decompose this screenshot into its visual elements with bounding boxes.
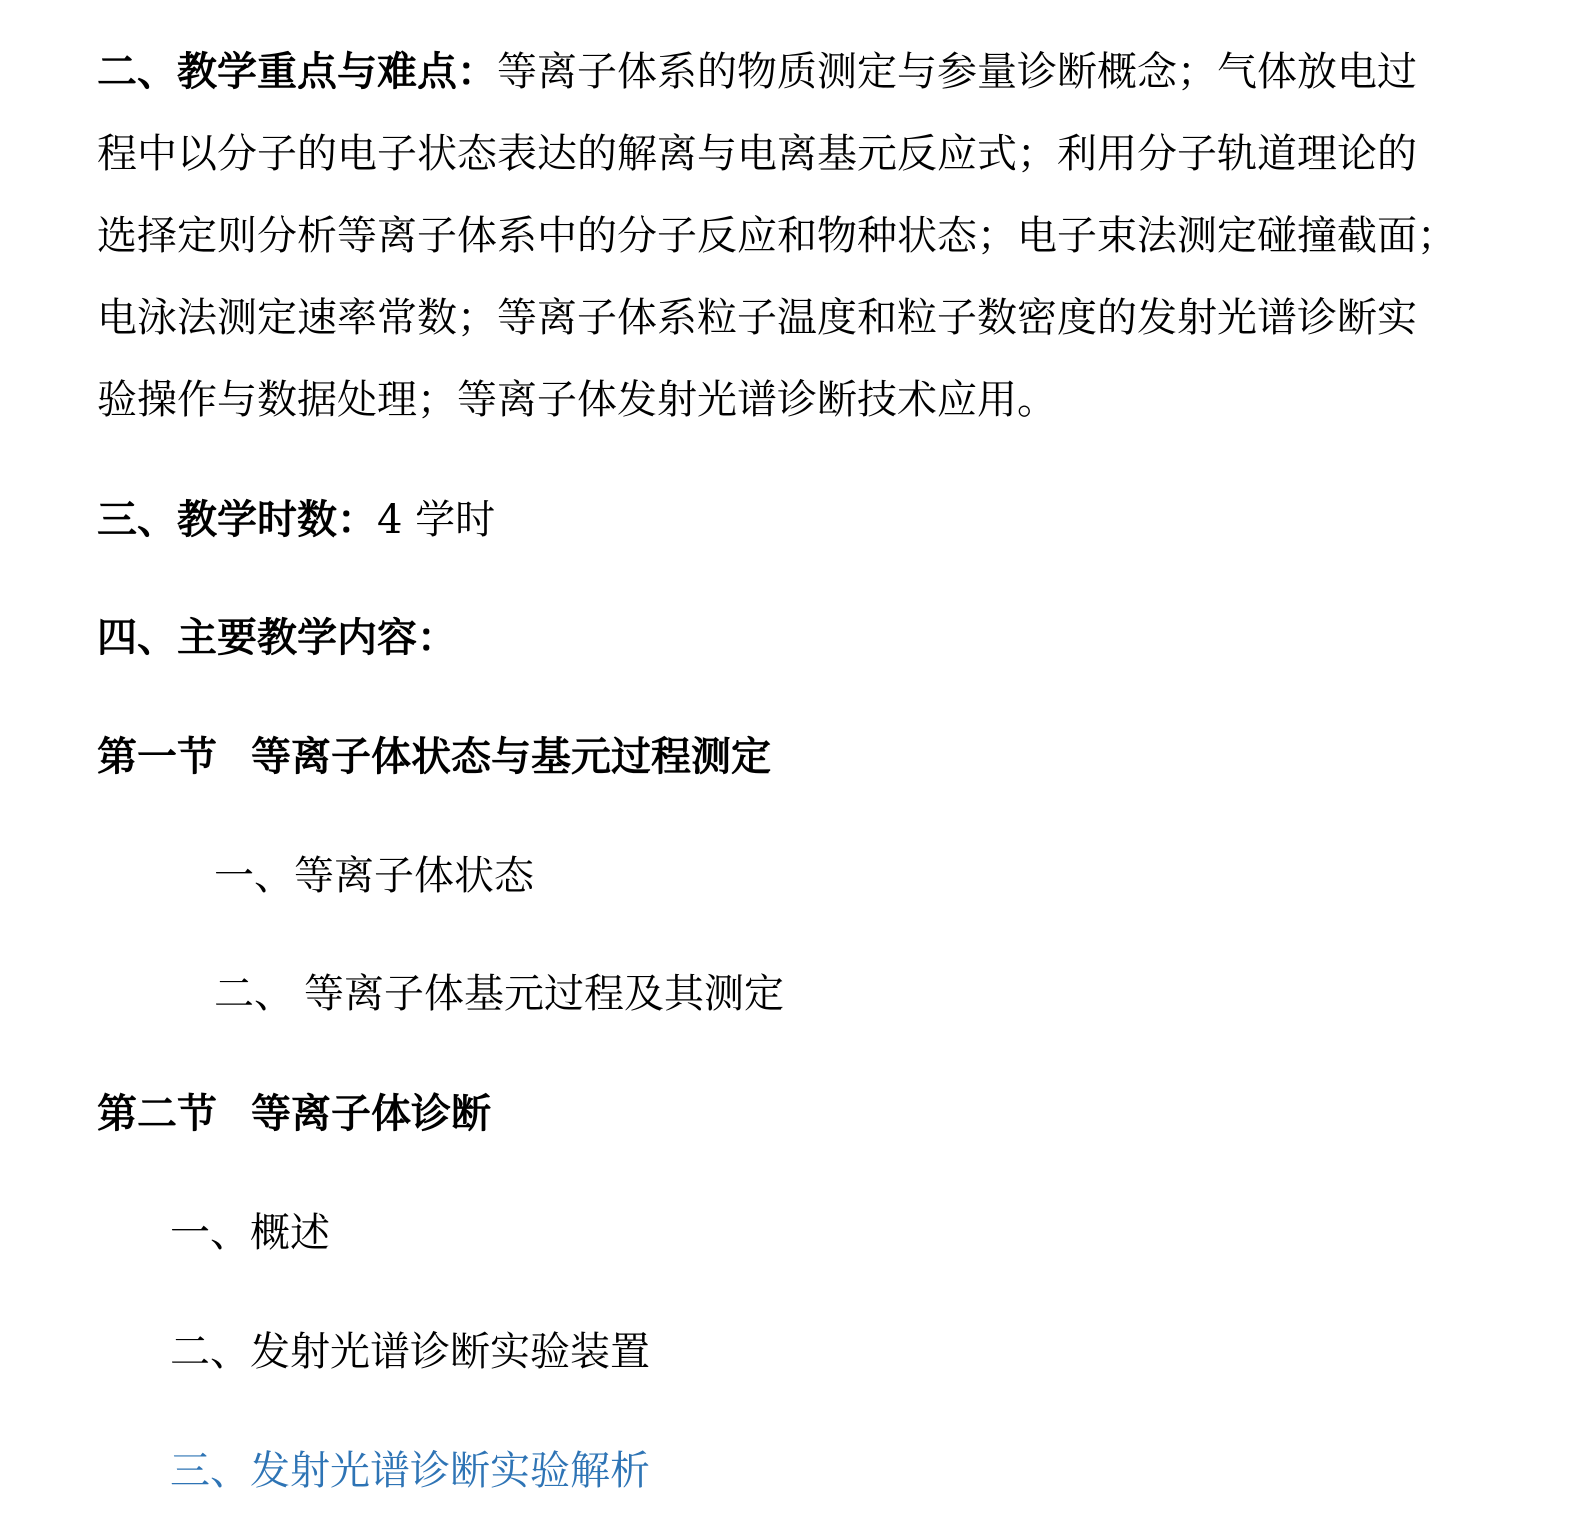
main-content-heading: 四、主要教学内容： <box>97 615 457 661</box>
section-2-label: 第二节 <box>97 1091 217 1137</box>
section-1-heading <box>97 733 771 781</box>
key-points-heading: 二、教学重点与难点： <box>97 49 497 95</box>
section-1-title: 等离子体状态与基元过程测定 <box>251 734 771 780</box>
key-points-text-1: 等离子体系的物质测定与参量诊断概念；气体放电过 <box>497 49 1417 95</box>
teaching-hours <box>97 496 495 544</box>
key-points-line-1 <box>97 48 1417 96</box>
section-2-title: 等离子体诊断 <box>251 1091 491 1137</box>
teaching-hours-heading: 三、教学时数： <box>97 497 377 543</box>
item-text: 等离子体状态 <box>294 853 534 899</box>
item-number: 二、 <box>170 1329 250 1375</box>
section-2-item <box>170 1328 650 1376</box>
item-number: 三、 <box>170 1448 250 1494</box>
section-1-item <box>214 852 534 900</box>
key-points-line-4: 电泳法测定速率常数；等离子体系粒子温度和粒子数密度的发射光谱诊断实 <box>97 295 1417 341</box>
item-number: 二、 <box>214 971 294 1017</box>
section-1-label: 第一节 <box>97 734 217 780</box>
item-number: 一、 <box>170 1210 250 1256</box>
item-number: 一、 <box>214 853 294 899</box>
key-points-line-5: 验操作与数据处理；等离子体发射光谱诊断技术应用。 <box>97 377 1057 423</box>
item-text: 概述 <box>250 1210 330 1256</box>
section-2-item-highlighted[interactable] <box>170 1447 650 1495</box>
section-2-heading <box>97 1090 491 1138</box>
key-points-line-3: 选择定则分析等离子体系中的分子反应和物种状态；电子束法测定碰撞截面； <box>97 213 1457 259</box>
key-points-line-2: 程中以分子的电子状态表达的解离与电离基元反应式；利用分子轨道理论的 <box>97 131 1417 177</box>
section-1-item <box>214 970 784 1018</box>
teaching-hours-value: 4 学时 <box>377 497 496 543</box>
section-2-item <box>170 1209 330 1257</box>
item-text: 发射光谱诊断实验装置 <box>250 1329 650 1375</box>
item-text: 发射光谱诊断实验解析 <box>250 1448 650 1494</box>
item-text: 等离子体基元过程及其测定 <box>304 971 784 1017</box>
